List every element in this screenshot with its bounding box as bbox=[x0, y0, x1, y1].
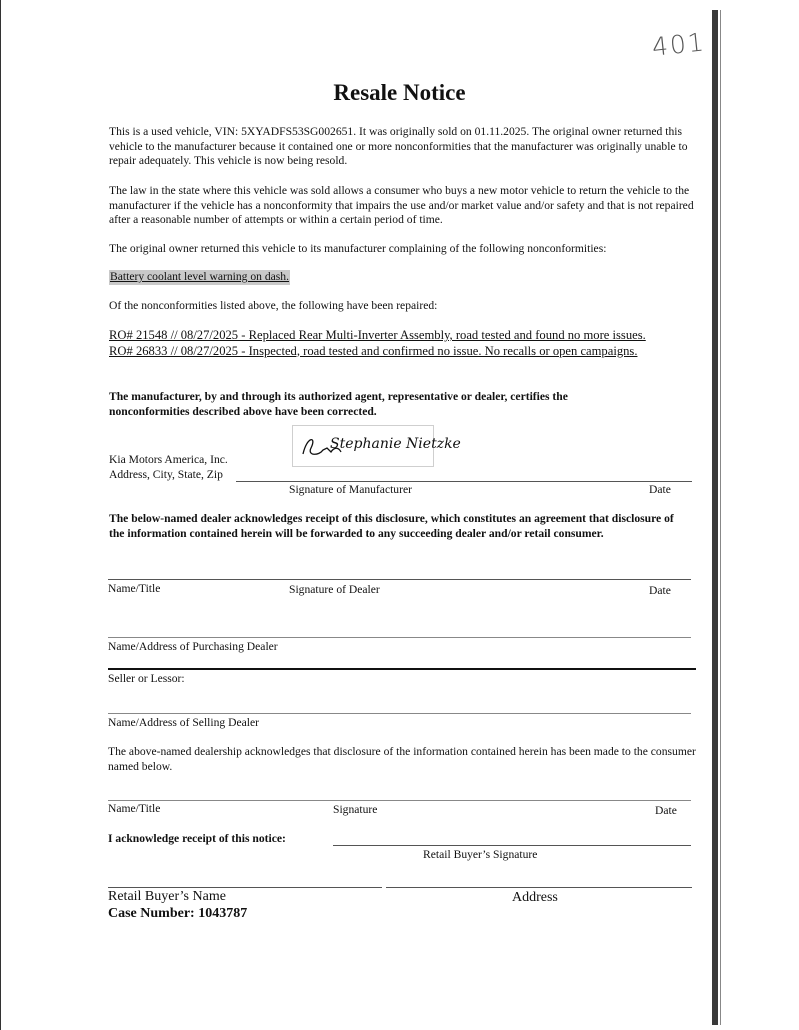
case-number-value: 1043787 bbox=[198, 906, 248, 921]
acknowledge-receipt-label: I acknowledge receipt of this notice: bbox=[108, 832, 286, 845]
retail-buyer-name-label: Retail Buyer’s Name bbox=[108, 889, 226, 904]
seller-label: Seller or Lessor: bbox=[108, 672, 185, 685]
right-border-thin bbox=[720, 10, 721, 1025]
manufacturer-date-label: Date bbox=[649, 483, 671, 496]
consumer-signature-label: Signature bbox=[333, 803, 378, 816]
dealership-acknowledgment: The above-named dealership acknowledges that disclosure of the information contained herein has been made to the consumer named below. bbox=[108, 745, 696, 773]
law-paragraph: The law in the state where this vehicle was sold allows a consumer who buys a new motor vehicle to return the vehicle to the manufacturer if the vehicle has a nonconformity that impairs the use and/or market value and/or safety and that is not repaired after a reasonable number of attempts or within a certain period of time. bbox=[109, 184, 694, 227]
section-divider bbox=[108, 668, 696, 670]
repaired-intro: Of the nonconformities listed above, the following have been repaired: bbox=[109, 299, 438, 312]
intro-paragraph: This is a used vehicle, VIN: 5XYADFS53SG002651. It was originally sold on 01.11.2025. The original owner returned this vehicle to the manufacturer because it contained one or more nonconformities that the manufacturer was originally unable to repair adequately. This vehicle is now being resold. bbox=[109, 125, 688, 168]
manufacturer-signature-line bbox=[236, 481, 692, 482]
manufacturer-signature-label: Signature of Manufacturer bbox=[289, 483, 412, 496]
dealer-acknowledgment: The below-named dealer acknowledges receipt of this disclosure, which constitutes an agreement that disclosure of the information contained herein will be forwarded to any succeeding dealer and/or retail consumer. bbox=[109, 512, 674, 540]
manufacturer-name: Kia Motors America, Inc. bbox=[109, 453, 228, 466]
purchasing-dealer-line bbox=[108, 637, 691, 638]
consumer-date-label: Date bbox=[655, 804, 677, 817]
signature-text: Stephanie Nietzke bbox=[330, 436, 461, 452]
nonconformity-item: Battery coolant level warning on dash. bbox=[110, 270, 290, 283]
handwritten-page-number: 401 bbox=[650, 27, 708, 62]
dealer-signature-line bbox=[108, 579, 691, 580]
repairs-list: RO# 21548 // 08/27/2025 - Replaced Rear Multi-Inverter Assembly, road tested and found no more issues. RO# 26833 // 08/27/2025 - Inspected, road tested and confirmed no issue. No recalls or open campaigns. bbox=[109, 328, 646, 358]
retail-buyer-signature-label: Retail Buyer’s Signature bbox=[423, 848, 538, 861]
address-label: Address bbox=[512, 890, 558, 905]
retail-buyer-signature-line bbox=[333, 845, 691, 846]
case-number-label: Case Number: bbox=[108, 906, 195, 921]
address-line bbox=[386, 887, 692, 888]
page-title: Resale Notice bbox=[333, 80, 466, 105]
dealer-name-title-label: Name/Title bbox=[108, 582, 161, 595]
consumer-signature-line bbox=[108, 800, 691, 801]
dealer-date-label: Date bbox=[649, 584, 671, 597]
left-border bbox=[0, 0, 1, 1030]
selling-dealer-label: Name/Address of Selling Dealer bbox=[108, 716, 259, 729]
complaint-intro: The original owner returned this vehicle to its manufacturer complaining of the following nonconformities: bbox=[109, 242, 607, 255]
retail-buyer-name-line bbox=[108, 887, 382, 888]
consumer-name-title-label: Name/Title bbox=[108, 802, 161, 815]
right-border bbox=[712, 10, 718, 1025]
manufacturer-address-label: Address, City, State, Zip bbox=[109, 468, 223, 481]
selling-dealer-line bbox=[108, 713, 691, 714]
manufacturer-certification: The manufacturer, by and through its authorized agent, representative or dealer, certifies the nonconformities described above have been corrected. bbox=[109, 390, 568, 418]
dealer-signature-label: Signature of Dealer bbox=[289, 583, 380, 596]
purchasing-dealer-label: Name/Address of Purchasing Dealer bbox=[108, 640, 278, 653]
case-number bbox=[108, 906, 247, 922]
